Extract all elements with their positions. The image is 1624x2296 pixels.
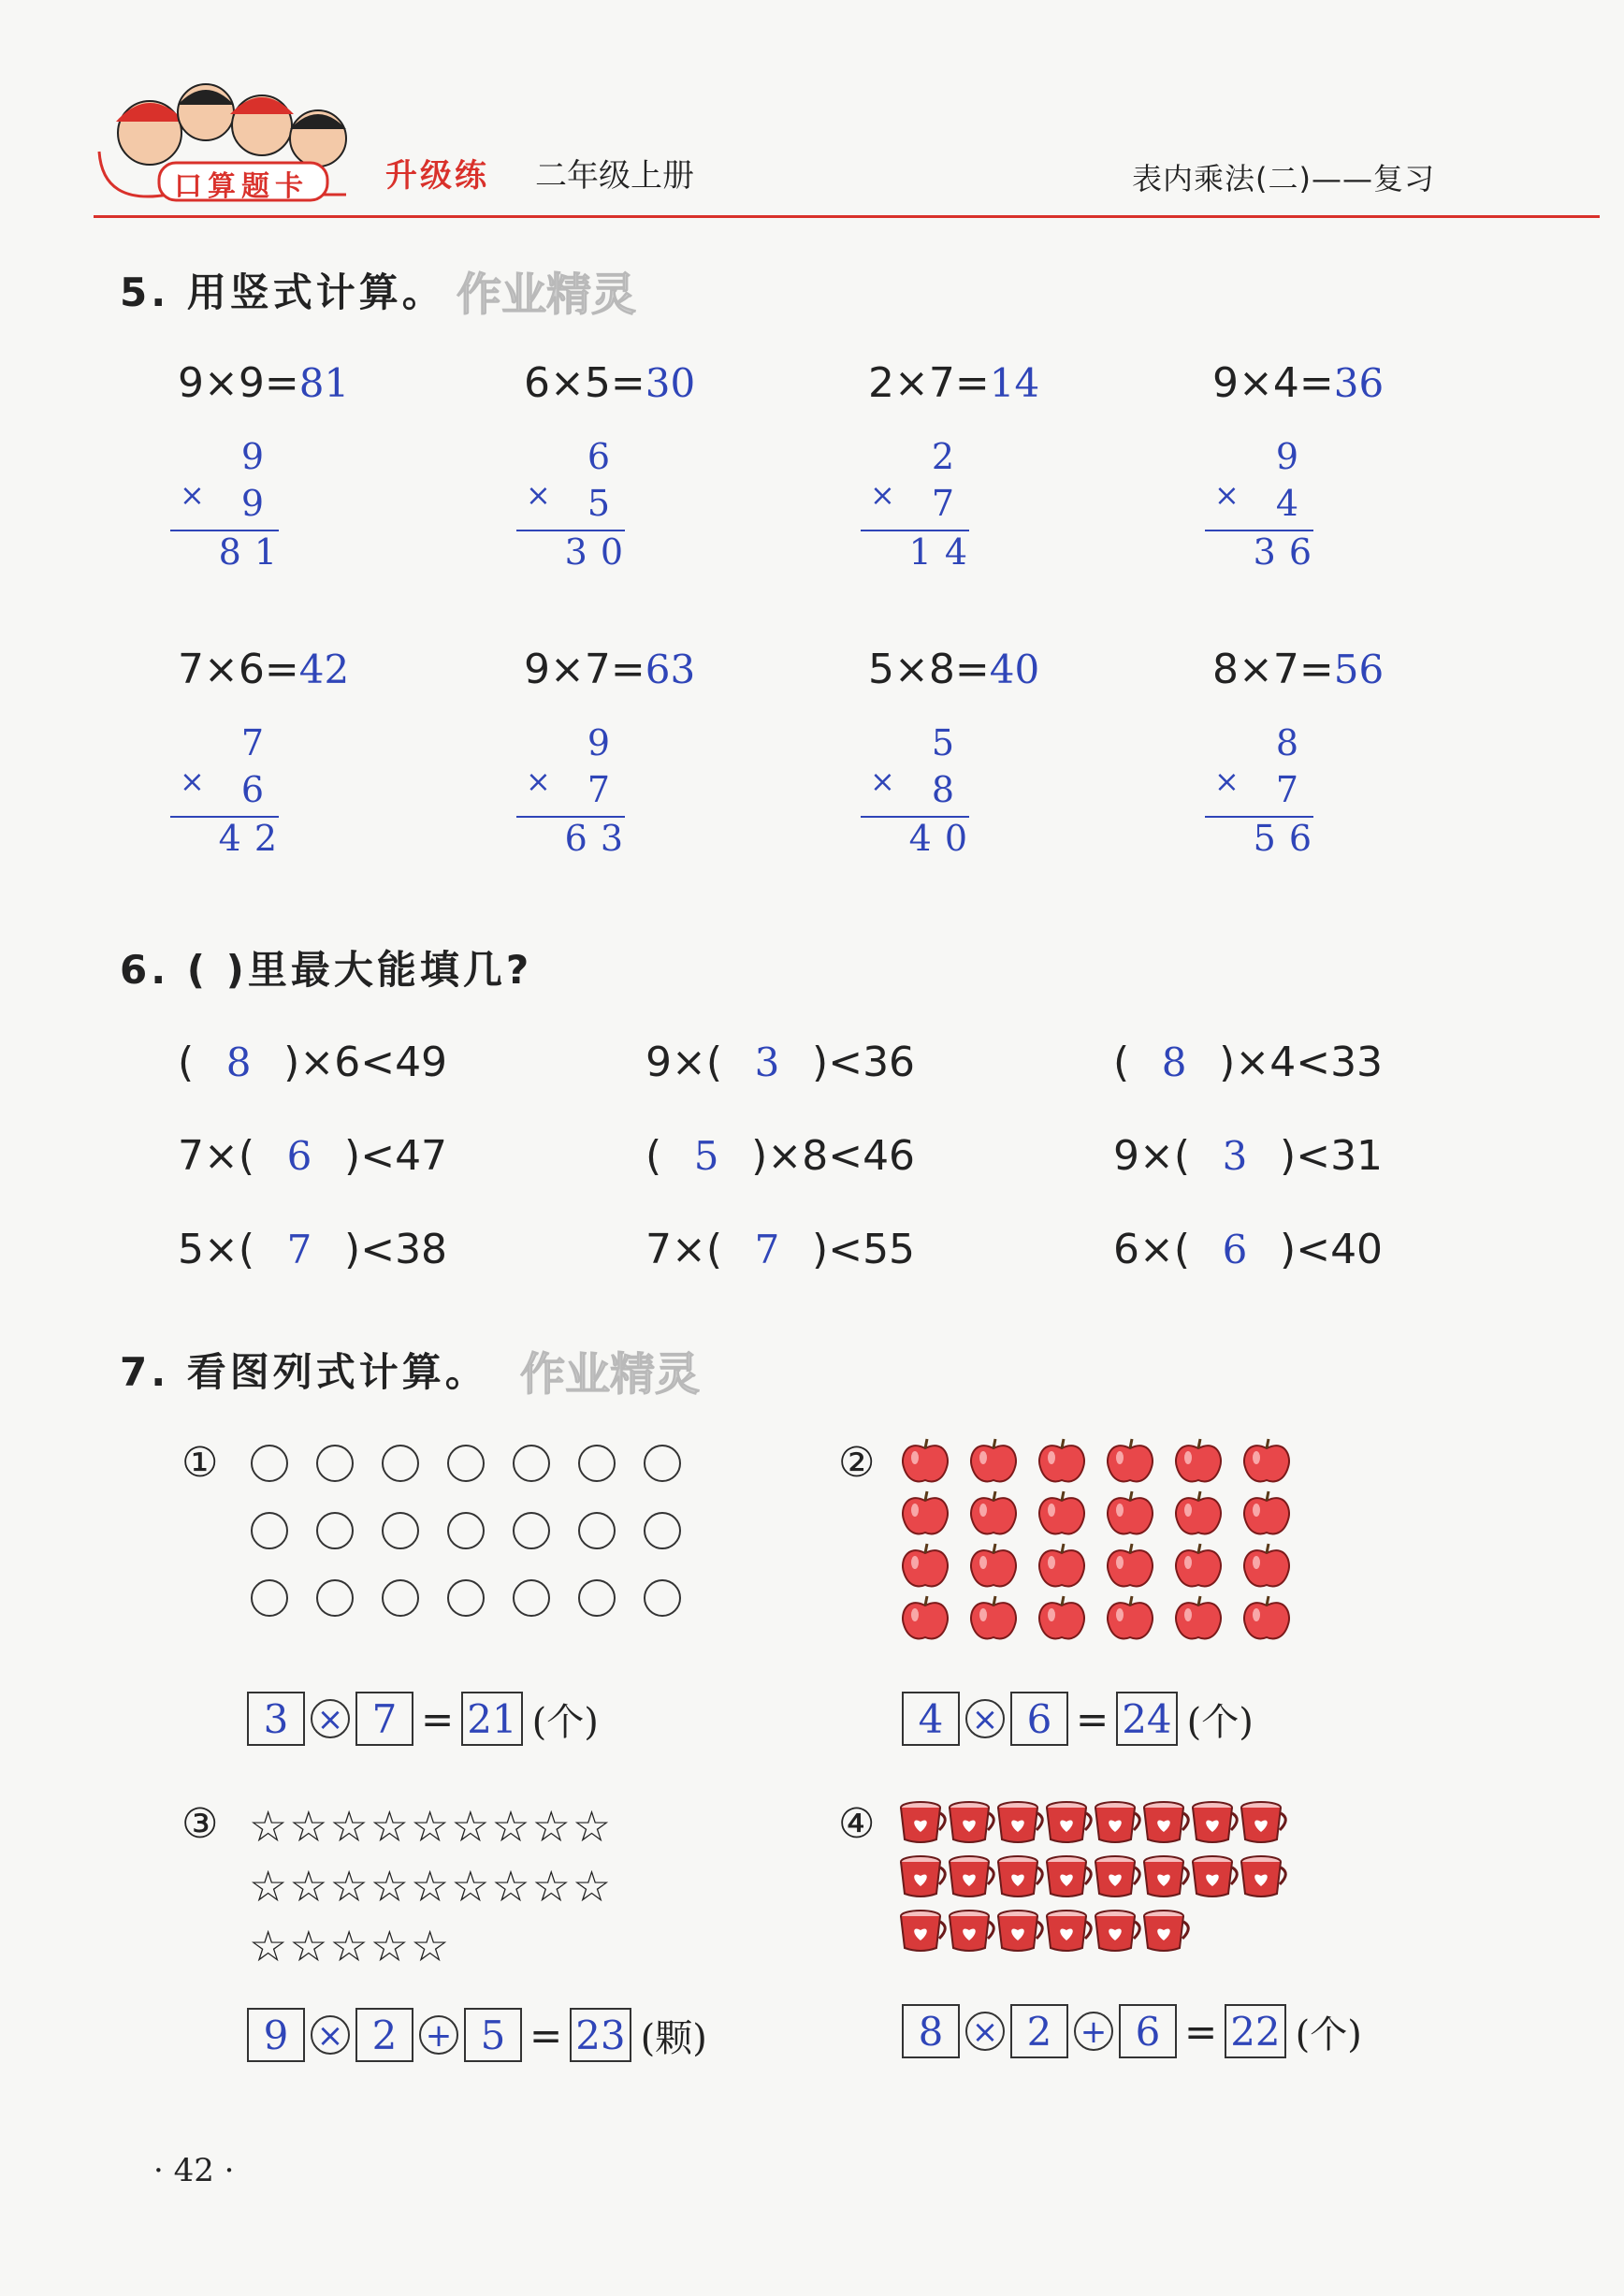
- answer-box: 6: [1119, 2004, 1177, 2058]
- multiplicand: 5: [931, 722, 967, 763]
- answer-box: 8: [902, 2004, 960, 2058]
- watermark: 作业精灵: [520, 1348, 701, 1401]
- apple-icon: [1103, 1435, 1157, 1486]
- star-row: ☆☆☆☆☆☆☆☆☆: [249, 1801, 614, 1852]
- apple-icon: [966, 1592, 1021, 1643]
- apple-icon: [1240, 1592, 1294, 1643]
- inequality-suffix: )×6<49: [283, 1039, 448, 1086]
- vertical-calc: [516, 436, 638, 576]
- vertical-calc: [861, 722, 982, 863]
- multiplier: 7: [1275, 769, 1312, 810]
- apple-icon: [966, 1540, 1021, 1591]
- inequality-prefix: 7×(: [178, 1132, 255, 1180]
- q5-expression: [178, 646, 349, 693]
- circle-shape: [382, 1445, 419, 1482]
- inequality-suffix: )×8<46: [751, 1132, 916, 1180]
- circle-shape: [578, 1512, 616, 1549]
- multiplier: 7: [587, 769, 623, 810]
- fill-answer: 3: [754, 1039, 780, 1085]
- cup-icon: [1141, 1798, 1192, 1845]
- inequality-suffix: )<36: [812, 1039, 916, 1086]
- cup-icon: [947, 1853, 997, 1899]
- cup-icon: [1093, 1798, 1143, 1845]
- circle-shape: [447, 1445, 485, 1482]
- inequality-suffix: )<31: [1280, 1132, 1384, 1180]
- cup-icon: [995, 1907, 1046, 1954]
- chapter-title: 表内乘法(二)——复习: [1132, 161, 1435, 196]
- unit-label: (个): [531, 1700, 599, 1744]
- multiplier: 5: [587, 483, 623, 524]
- circle-shape: [316, 1579, 354, 1617]
- q5-expression: [1212, 646, 1384, 693]
- cup-icon: [898, 1798, 949, 1845]
- times-sign: ×: [870, 763, 895, 799]
- apple-icon: [966, 1435, 1021, 1486]
- q7-title: 7. 看图列式计算。: [120, 1349, 488, 1395]
- cup-icon: [1239, 1853, 1289, 1899]
- circle-shape: [382, 1512, 419, 1549]
- multiplicand: 7: [240, 722, 277, 763]
- circle-shape: [513, 1445, 550, 1482]
- cup-icon: [898, 1907, 949, 1954]
- multiplicand: 6: [587, 436, 623, 477]
- fill-answer: 8: [1161, 1039, 1187, 1085]
- expression-answer: 42: [298, 647, 350, 692]
- expression-text: 9×9=: [178, 359, 299, 407]
- q6-inequality: [178, 1039, 447, 1086]
- apple-icon: [1035, 1435, 1089, 1486]
- unit-label: (个): [1295, 2013, 1362, 2056]
- q5-expression: [178, 359, 349, 407]
- answer-box: 23: [570, 2008, 631, 2062]
- apple-icon: [1240, 1435, 1294, 1486]
- header-divider: [94, 215, 1600, 218]
- fill-answer: 3: [1222, 1133, 1248, 1179]
- inequality-suffix: )<47: [344, 1132, 448, 1180]
- product: 56: [1253, 818, 1325, 859]
- grade-label: 二年级上册: [535, 157, 694, 195]
- circle-shape: [251, 1445, 288, 1482]
- inequality-prefix: (: [178, 1039, 195, 1086]
- q5-expression: [868, 359, 1039, 407]
- apple-icon: [1103, 1540, 1157, 1591]
- expression-answer: 63: [645, 647, 696, 692]
- times-sign: ×: [526, 477, 551, 513]
- part-2-marker: ②: [838, 1439, 876, 1487]
- operator-circle: +: [419, 2015, 458, 2055]
- vertical-calc: [1205, 436, 1327, 576]
- circle-shape: [644, 1512, 681, 1549]
- apple-icon: [1240, 1540, 1294, 1591]
- logo: [94, 65, 384, 206]
- expression-answer: 40: [989, 647, 1040, 692]
- times-sign: ×: [180, 763, 205, 799]
- vertical-calc: [1205, 722, 1327, 863]
- cup-icon: [1239, 1798, 1289, 1845]
- expression-text: 2×7=: [868, 359, 990, 407]
- part-2-equation: [902, 1692, 1254, 1746]
- apple-icon: [966, 1488, 1021, 1538]
- circle-shape: [251, 1512, 288, 1549]
- multiplier: 8: [931, 769, 967, 810]
- answer-box: 22: [1225, 2004, 1285, 2058]
- equals-sign: =: [1076, 1695, 1109, 1742]
- answer-box: 24: [1116, 1692, 1177, 1746]
- expression-text: 7×6=: [178, 646, 299, 693]
- cup-icon: [1093, 1853, 1143, 1899]
- answer-box: 3: [247, 1692, 305, 1746]
- times-sign: ×: [180, 477, 205, 513]
- cup-icon: [1044, 1798, 1095, 1845]
- q5-expression: [524, 359, 695, 407]
- multiplicand: 9: [240, 436, 277, 477]
- vertical-calc: [170, 436, 292, 576]
- circle-shape: [447, 1512, 485, 1549]
- apple-icon: [1171, 1488, 1225, 1538]
- q6-inequality: [645, 1039, 915, 1086]
- operator-circle: ×: [311, 2015, 350, 2055]
- cup-icon: [1044, 1853, 1095, 1899]
- expression-text: 6×5=: [524, 359, 645, 407]
- circle-shape: [316, 1445, 354, 1482]
- product: 81: [218, 531, 290, 573]
- fill-answer: 7: [286, 1227, 312, 1272]
- apple-icon: [1103, 1488, 1157, 1538]
- circle-shape: [316, 1512, 354, 1549]
- fill-answer: 6: [286, 1133, 312, 1179]
- cup-icon: [898, 1853, 949, 1899]
- part-3-marker: ③: [181, 1800, 219, 1848]
- expression-text: 9×4=: [1212, 359, 1334, 407]
- inequality-suffix: )×4<33: [1219, 1039, 1384, 1086]
- circle-shape: [447, 1579, 485, 1617]
- circle-shape: [578, 1445, 616, 1482]
- q6-title: 6. ( )里最大能填几?: [120, 947, 533, 993]
- expression-text: 8×7=: [1212, 646, 1334, 693]
- inequality-prefix: 6×(: [1113, 1226, 1191, 1273]
- apple-icon: [1171, 1540, 1225, 1591]
- multiplier: 9: [240, 483, 277, 524]
- product: 14: [908, 531, 980, 573]
- circle-shape: [382, 1579, 419, 1617]
- cup-icon: [1141, 1907, 1192, 1954]
- inequality-suffix: )<55: [812, 1226, 916, 1273]
- cup-icon: [1190, 1853, 1240, 1899]
- expression-text: 5×8=: [868, 646, 990, 693]
- vertical-calc: [861, 436, 982, 576]
- circle-shape: [644, 1579, 681, 1617]
- multiplier: 7: [931, 483, 967, 524]
- unit-label: (个): [1186, 1700, 1254, 1744]
- multiplicand: 8: [1275, 722, 1312, 763]
- operator-circle: ×: [965, 1699, 1005, 1738]
- expression-answer: 14: [989, 360, 1040, 406]
- apple-icon: [1171, 1592, 1225, 1643]
- inequality-prefix: 9×(: [645, 1039, 723, 1086]
- inequality-prefix: 5×(: [178, 1226, 255, 1273]
- series-label: 升级练: [385, 157, 489, 195]
- answer-box: 21: [461, 1692, 522, 1746]
- apple-icon: [898, 1488, 952, 1538]
- unit-label: (颗): [640, 2016, 707, 2060]
- multiplicand: 2: [931, 436, 967, 477]
- fill-answer: 6: [1222, 1227, 1248, 1272]
- operator-circle: +: [1074, 2012, 1113, 2051]
- part-3-equation: [247, 2008, 707, 2062]
- expression-answer: 30: [645, 360, 696, 406]
- answer-box: 9: [247, 2008, 305, 2062]
- q6-inequality: [1113, 1039, 1383, 1086]
- apple-icon: [1035, 1488, 1089, 1538]
- page-number: · 42 ·: [153, 2152, 235, 2189]
- multiplicand: 9: [587, 722, 623, 763]
- star-row: ☆☆☆☆☆☆☆☆☆: [249, 1861, 614, 1911]
- answer-box: 2: [355, 2008, 413, 2062]
- apple-icon: [898, 1435, 952, 1486]
- circle-shape: [513, 1579, 550, 1617]
- cup-icon: [947, 1798, 997, 1845]
- times-sign: ×: [1214, 763, 1240, 799]
- times-sign: ×: [870, 477, 895, 513]
- answer-box: 7: [355, 1692, 413, 1746]
- operator-circle: ×: [965, 2012, 1005, 2051]
- inequality-prefix: (: [1113, 1039, 1130, 1086]
- multiplier: 4: [1275, 483, 1312, 524]
- inequality-suffix: )<40: [1280, 1226, 1384, 1273]
- inequality-suffix: )<38: [344, 1226, 448, 1273]
- answer-box: 2: [1010, 2004, 1068, 2058]
- apple-icon: [1171, 1435, 1225, 1486]
- part-4-equation: [902, 2004, 1362, 2058]
- apple-icon: [1240, 1488, 1294, 1538]
- fill-answer: 5: [693, 1133, 719, 1179]
- circle-shape: [513, 1512, 550, 1549]
- vertical-calc: [170, 722, 292, 863]
- fill-answer: 7: [754, 1227, 780, 1272]
- cup-icon: [995, 1853, 1046, 1899]
- fill-answer: 8: [225, 1039, 252, 1085]
- product: 40: [908, 818, 980, 859]
- product: 42: [218, 818, 290, 859]
- answer-box: 6: [1010, 1692, 1068, 1746]
- vertical-calc: [516, 722, 638, 863]
- q5-expression: [524, 646, 695, 693]
- product: 30: [564, 531, 636, 573]
- operator-circle: ×: [311, 1699, 350, 1738]
- cup-icon: [1044, 1907, 1095, 1954]
- circle-shape: [251, 1579, 288, 1617]
- q5-expression: [1212, 359, 1384, 407]
- expression-text: 9×7=: [524, 646, 645, 693]
- answer-box: 5: [464, 2008, 522, 2062]
- inequality-prefix: (: [645, 1132, 662, 1180]
- apple-icon: [898, 1592, 952, 1643]
- product: 63: [564, 818, 636, 859]
- cup-icon: [1141, 1853, 1192, 1899]
- apple-icon: [1103, 1592, 1157, 1643]
- expression-answer: 36: [1333, 360, 1385, 406]
- q5-title: 5. 用竖式计算。: [120, 269, 445, 315]
- times-sign: ×: [526, 763, 551, 799]
- times-sign: ×: [1214, 477, 1240, 513]
- equals-sign: =: [421, 1695, 455, 1742]
- cup-icon: [1190, 1798, 1240, 1845]
- product: 36: [1253, 531, 1325, 573]
- inequality-prefix: 9×(: [1113, 1132, 1191, 1180]
- q6-inequality: [645, 1132, 915, 1180]
- answer-box: 4: [902, 1692, 960, 1746]
- cup-icon: [947, 1907, 997, 1954]
- inequality-prefix: 7×(: [645, 1226, 723, 1273]
- equals-sign: =: [529, 2012, 563, 2058]
- q6-inequality: [645, 1226, 915, 1273]
- q6-inequality: [178, 1132, 447, 1180]
- multiplier: 6: [240, 769, 277, 810]
- star-row: ☆☆☆☆☆: [249, 1921, 452, 1971]
- circle-shape: [644, 1445, 681, 1482]
- apple-icon: [1035, 1540, 1089, 1591]
- expression-answer: 81: [298, 360, 350, 406]
- multiplicand: 9: [1275, 436, 1312, 477]
- cup-icon: [995, 1798, 1046, 1845]
- watermark: 作业精灵: [457, 269, 637, 321]
- cup-icon: [1093, 1907, 1143, 1954]
- logo-text: 口算题卡: [174, 170, 309, 203]
- part-4-marker: ④: [838, 1800, 876, 1848]
- q5-expression: [868, 646, 1039, 693]
- apple-icon: [898, 1540, 952, 1591]
- part-1-marker: ①: [181, 1439, 219, 1487]
- apple-icon: [1035, 1592, 1089, 1643]
- equals-sign: =: [1184, 2008, 1218, 2055]
- expression-answer: 56: [1333, 647, 1385, 692]
- q6-inequality: [1113, 1226, 1383, 1273]
- star-array: [249, 1796, 613, 1976]
- q6-inequality: [1113, 1132, 1383, 1180]
- circle-shape: [578, 1579, 616, 1617]
- part-1-equation: [247, 1692, 599, 1746]
- q6-inequality: [178, 1226, 447, 1273]
